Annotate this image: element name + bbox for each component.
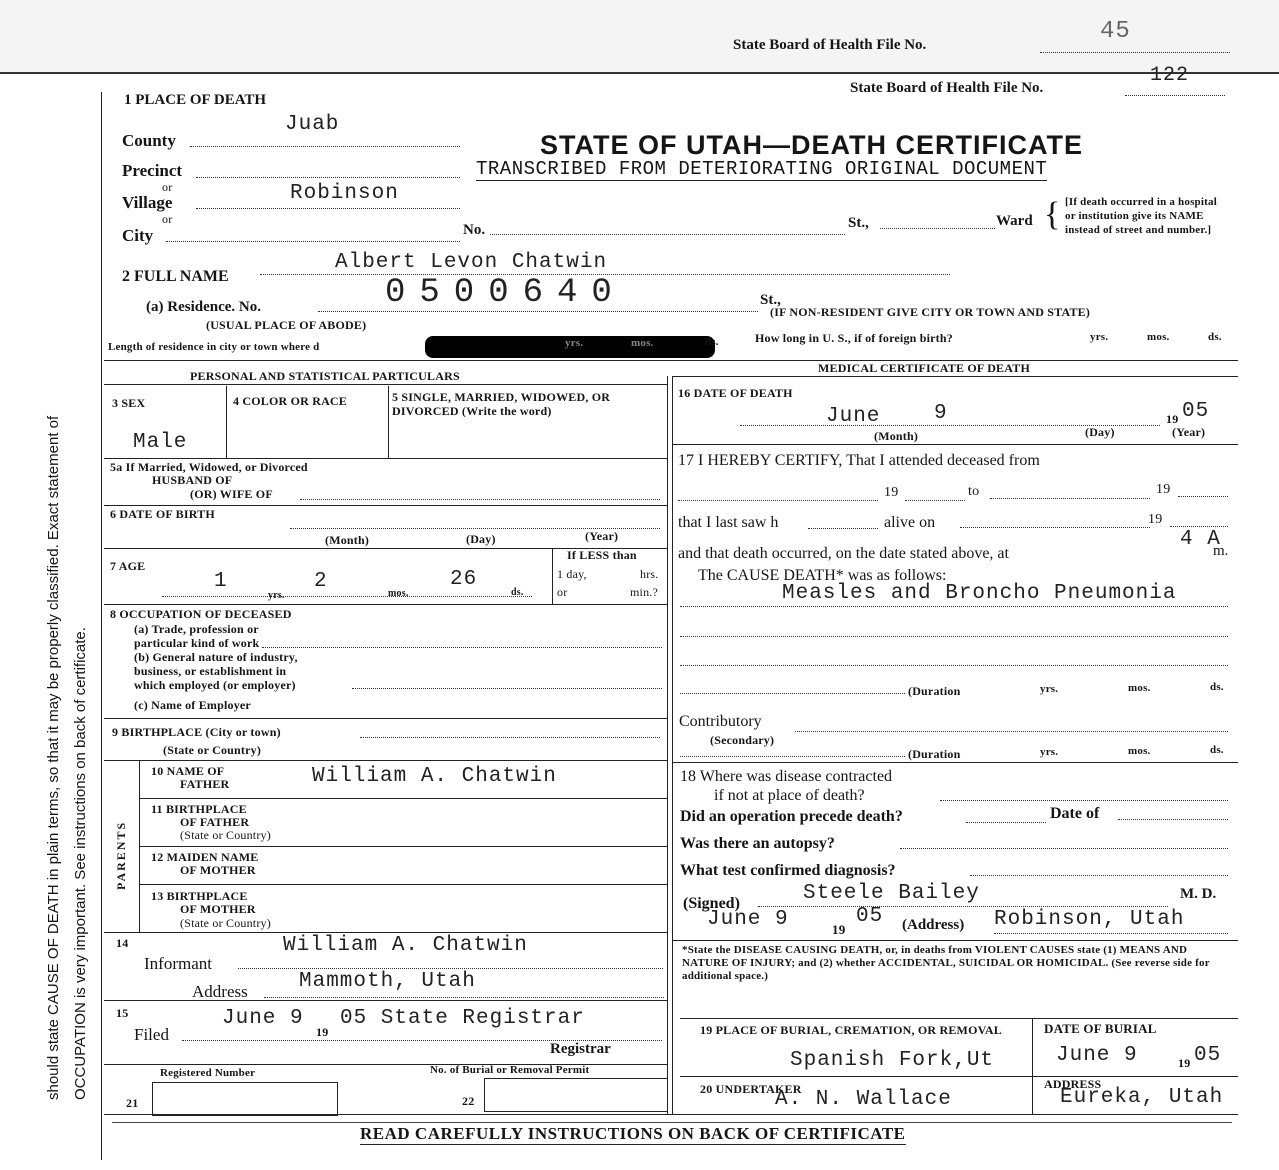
q18-line1: 18 Where was disease contracted xyxy=(680,768,893,785)
place-heading: 1 PLACE OF DEATH xyxy=(124,92,267,108)
certificate-subtitle: TRANSCRIBED FROM DETERIORATING ORIGINAL DOCUMENT xyxy=(476,158,1048,180)
dob-year: (Year) xyxy=(585,529,619,543)
divider xyxy=(162,596,532,597)
occupation-b: (b) General nature of industry, xyxy=(134,650,298,664)
precinct-label: Precinct xyxy=(122,161,183,180)
father-label-2: FATHER xyxy=(180,777,230,791)
filed-year: 05 State Registrar xyxy=(340,1007,585,1030)
informant-label: Informant xyxy=(144,954,212,973)
divider xyxy=(112,1122,1232,1123)
father-birthplace-3: (State or Country) xyxy=(180,828,271,842)
color-label: 4 COLOR OR RACE xyxy=(233,394,348,408)
death-year: 05 xyxy=(1182,400,1210,423)
spouse-label-3: (OR) WIFE OF xyxy=(190,487,273,501)
divider xyxy=(490,234,845,235)
death-month-caption: (Month) xyxy=(874,429,919,443)
registered-number-label: Registered Number xyxy=(160,1067,256,1079)
date-of-death-label: 16 DATE OF DEATH xyxy=(678,386,793,400)
divider xyxy=(139,798,667,799)
divider xyxy=(166,241,460,242)
md-label: M. D. xyxy=(1180,886,1217,902)
duration-1-yrs: yrs. xyxy=(1040,683,1059,695)
dob-label: 6 DATE OF BIRTH xyxy=(110,507,215,521)
ward-note: [If death occurred in a hospital or institution give its NAME instead of street and number.] xyxy=(1065,196,1217,236)
column-divider xyxy=(672,376,673,1114)
undertaker-address: Eureka, Utah xyxy=(1060,1086,1224,1109)
field-21-number: 21 xyxy=(126,1096,139,1110)
burial-place: Spanish Fork,Ut xyxy=(790,1049,995,1072)
dob-day: (Day) xyxy=(466,532,496,546)
full-name-label: 2 FULL NAME xyxy=(122,268,229,285)
length-ds: ds. xyxy=(705,336,719,348)
age-years: 1 xyxy=(214,570,228,593)
death-day: 9 xyxy=(934,402,948,425)
mother-label-1: 12 MAIDEN NAME xyxy=(151,850,259,864)
father-label-1: 10 NAME OF xyxy=(151,764,225,778)
divider xyxy=(960,527,1150,528)
divider xyxy=(672,376,1238,377)
certify-19a: 19 xyxy=(884,485,899,500)
divider xyxy=(226,386,227,458)
divider xyxy=(680,1076,1238,1077)
length-mos: mos. xyxy=(631,337,654,349)
divider xyxy=(104,932,667,933)
top-strip xyxy=(0,0,1279,74)
residence-st-label: St., xyxy=(760,292,781,308)
divider xyxy=(1125,95,1225,96)
divider xyxy=(672,940,1238,941)
filed-number: 15 xyxy=(116,1006,129,1020)
no-label: No. xyxy=(463,222,486,238)
certificate-title: STATE OF UTAH—DEATH CERTIFICATE xyxy=(540,130,1083,160)
father-birthplace-1: 11 BIRTHPLACE xyxy=(151,802,247,816)
registrar-label: Registrar xyxy=(550,1041,611,1057)
brace-icon: { xyxy=(1044,196,1061,233)
foreign-label: How long in U. S., if of foreign birth? xyxy=(755,331,953,345)
age-yrs-unit: yrs. xyxy=(268,590,285,601)
divider xyxy=(672,762,1238,763)
divider xyxy=(104,1000,667,1001)
alive-on-text: alive on xyxy=(884,514,936,531)
occupation-b2: business, or establishment in xyxy=(134,664,287,678)
ward-label: Ward xyxy=(996,213,1033,229)
length-label: Length of residence in city or town where d xyxy=(108,341,320,353)
divider xyxy=(940,800,1228,801)
divider xyxy=(678,500,878,501)
burial-year: 05 xyxy=(1194,1044,1222,1067)
parents-label: PARENTS xyxy=(114,820,128,890)
certify-to: to xyxy=(968,484,980,499)
divider xyxy=(680,606,1228,607)
death-year-caption: (Year) xyxy=(1172,425,1206,439)
foreign-ds: ds. xyxy=(1208,331,1222,343)
occupation-c: (c) Name of Employer xyxy=(134,698,251,712)
signed-year: 05 xyxy=(856,905,884,928)
mother-birthplace-1: 13 BIRTHPLACE xyxy=(151,889,248,903)
full-name-value: Albert Levon Chatwin xyxy=(335,251,608,274)
contributory-label: Contributory xyxy=(679,713,762,730)
secondary-label: (Secondary) xyxy=(710,733,775,747)
column-divider xyxy=(667,376,668,1114)
undertaker-label: 20 UNDERTAKER xyxy=(700,1082,802,1096)
county-label: County xyxy=(122,131,176,150)
foreign-yrs: yrs. xyxy=(1090,331,1109,343)
marital-label: 5 SINGLE, MARRIED, WIDOWED, OR DIVORCED (Write the word) xyxy=(392,390,611,418)
side-instructions-2: OCCUPATION is very important. See instructions on back of certificate. xyxy=(72,627,89,1100)
divider xyxy=(1032,1018,1033,1114)
divider xyxy=(104,360,1238,361)
occupation-heading: 8 OCCUPATION OF DECEASED xyxy=(110,607,292,621)
divider xyxy=(262,647,662,648)
death-hour: 4 A xyxy=(1180,528,1221,551)
signed-date: June 9 xyxy=(707,908,789,931)
divider xyxy=(104,604,667,605)
father-birthplace-2: OF FATHER xyxy=(180,815,250,829)
file-no-value: 122 xyxy=(1150,64,1190,87)
less-min: min.? xyxy=(630,585,658,599)
occupation-a2: particular kind of work xyxy=(134,636,260,650)
undertaker-address-label: ADDRESS xyxy=(1044,1077,1102,1091)
sex-label: 3 SEX xyxy=(112,396,146,410)
divider xyxy=(758,906,1168,907)
medical-heading: MEDICAL CERTIFICATE OF DEATH xyxy=(818,361,1030,375)
duration-1-ds: ds. xyxy=(1210,681,1224,693)
divider xyxy=(238,968,663,969)
filed-date: June 9 xyxy=(222,1007,304,1030)
field-22-number: 22 xyxy=(462,1094,475,1108)
divider xyxy=(994,933,1228,934)
footer-instructions: READ CAREFULLY INSTRUCTIONS ON BACK OF CERTIFICATE xyxy=(360,1124,906,1143)
divider xyxy=(1170,526,1228,527)
divider xyxy=(990,498,1150,499)
frame-left xyxy=(101,92,102,1160)
less-day: 1 day, xyxy=(557,567,587,581)
birthplace-state: (State or Country) xyxy=(163,743,262,757)
age-ds-unit: ds. xyxy=(511,587,524,598)
birthplace-label: 9 BIRTHPLACE (City or town) xyxy=(112,725,281,739)
spouse-label-1: 5a If Married, Widowed, or Divorced xyxy=(110,460,308,474)
age-mos-unit: mos. xyxy=(388,588,409,599)
occupation-a: (a) Trade, profession or xyxy=(134,622,259,636)
occupation-b3: which employed (or employer) xyxy=(134,678,296,692)
divider xyxy=(680,756,905,757)
less-or: or xyxy=(557,585,568,599)
divider xyxy=(104,760,667,761)
age-label: 7 AGE xyxy=(110,559,146,573)
test-label: What test confirmed diagnosis? xyxy=(680,862,896,879)
village-label: Village xyxy=(122,193,173,212)
duration-2: (Duration xyxy=(908,747,961,761)
divider xyxy=(139,884,667,885)
dob-month: (Month) xyxy=(325,533,370,547)
operation-date-label: Date of xyxy=(1050,805,1100,822)
cause-value: Measles and Broncho Pneumonia xyxy=(782,582,1177,605)
informant-address: Mammoth, Utah xyxy=(299,970,476,993)
burial-permit-label: No. of Burial or Removal Permit xyxy=(430,1064,590,1076)
personal-heading: PERSONAL AND STATISTICAL PARTICULARS xyxy=(190,369,460,383)
mother-label-2: OF MOTHER xyxy=(180,863,256,877)
burial-date-label: DATE OF BURIAL xyxy=(1044,1021,1157,1036)
file-no-top-label: State Board of Health File No. xyxy=(733,37,927,53)
duration-2-ds: ds. xyxy=(1210,744,1224,756)
less-hrs: hrs. xyxy=(640,567,659,581)
divider xyxy=(1178,496,1228,497)
signed-value: Steele Bailey xyxy=(803,882,980,905)
cause-label: The CAUSE DEATH* was as follows: xyxy=(698,567,947,584)
undertaker-name: A. N. Wallace xyxy=(775,1088,952,1111)
county-value: Juab xyxy=(285,113,340,136)
age-months: 2 xyxy=(314,570,328,593)
side-instructions-1: should state CAUSE OF DEATH in plain terms, so that it may be properly classified. Exact statement of xyxy=(45,415,62,1100)
divider xyxy=(190,146,460,147)
last-19: 19 xyxy=(1148,512,1163,527)
divider xyxy=(360,737,660,738)
divider xyxy=(900,848,1228,849)
burial-19: 19 xyxy=(1178,1056,1191,1070)
divider xyxy=(264,997,664,998)
age-days: 26 xyxy=(450,568,478,591)
divider xyxy=(104,505,667,506)
nonresident-note: (IF NON-RESIDENT GIVE CITY OR TOWN AND STATE) xyxy=(770,305,1091,319)
death-day-caption: (Day) xyxy=(1085,425,1115,439)
divider xyxy=(104,458,667,459)
filed-19: 19 xyxy=(316,1025,329,1039)
divider xyxy=(300,499,660,500)
usual-place-note: (USUAL PLACE OF ABODE) xyxy=(206,318,367,332)
or-1: or xyxy=(162,180,173,194)
informant-value: William A. Chatwin xyxy=(283,934,528,957)
autopsy-label: Was there an autopsy? xyxy=(680,835,835,852)
village-value: Robinson xyxy=(290,182,399,205)
divider xyxy=(680,665,1228,666)
divider xyxy=(1118,819,1228,820)
signed-address: Robinson, Utah xyxy=(994,908,1185,931)
divider xyxy=(352,688,662,689)
divider xyxy=(104,718,667,719)
divider xyxy=(905,500,965,501)
signed-address-label: (Address) xyxy=(902,917,965,933)
signed-label: (Signed) xyxy=(683,895,740,912)
divider xyxy=(388,386,389,458)
last-saw-text: that I last saw h xyxy=(678,514,779,531)
divider xyxy=(680,693,905,694)
or-2: or xyxy=(162,212,173,226)
death-19: 19 xyxy=(1166,412,1179,426)
duration-1-mos: mos. xyxy=(1128,682,1151,694)
divider xyxy=(808,528,878,529)
signed-19: 19 xyxy=(832,922,846,937)
death-hour-m: m. xyxy=(1213,543,1229,559)
operation-label: Did an operation precede death? xyxy=(680,808,903,825)
burial-permit-box[interactable] xyxy=(484,1078,668,1112)
spouse-label-2: HUSBAND OF xyxy=(152,473,233,487)
divider xyxy=(139,846,667,847)
certify-text: 17 I HEREBY CERTIFY, That I attended deceased from xyxy=(678,452,1040,469)
burial-place-label: 19 PLACE OF BURIAL, CREMATION, OR REMOVAL xyxy=(700,1023,1002,1037)
father-name: William A. Chatwin xyxy=(312,765,557,788)
divider xyxy=(1040,52,1230,53)
file-no-top-value: 45 xyxy=(1100,18,1131,45)
registered-number-box[interactable] xyxy=(152,1082,338,1116)
informant-number: 14 xyxy=(116,936,129,950)
duration-2-yrs: yrs. xyxy=(1040,746,1059,758)
informant-address-label: Address xyxy=(192,982,248,1001)
mother-birthplace-2: OF MOTHER xyxy=(180,902,256,916)
divider xyxy=(680,1018,1238,1019)
residence-label: (a) Residence. No. xyxy=(146,299,261,315)
less-label: If LESS than xyxy=(567,548,637,562)
residence-number: 0500640 xyxy=(385,274,626,312)
city-label: City xyxy=(122,226,154,245)
divider xyxy=(795,731,1228,732)
duration-1: (Duration xyxy=(908,684,961,698)
burial-date: June 9 xyxy=(1056,1044,1138,1067)
divider xyxy=(196,208,460,209)
death-month: June xyxy=(826,405,881,428)
divider xyxy=(880,228,995,229)
q18-line2: if not at place of death? xyxy=(714,787,865,804)
length-yrs: yrs. xyxy=(565,337,584,349)
divider xyxy=(672,444,1238,445)
divider xyxy=(966,822,1046,823)
file-no-label: State Board of Health File No. xyxy=(850,80,1044,96)
foreign-mos: mos. xyxy=(1147,331,1170,343)
st-label: St., xyxy=(848,215,869,231)
filed-label: Filed xyxy=(134,1025,169,1044)
divider xyxy=(680,636,1228,637)
mother-birthplace-3: (State or Country) xyxy=(180,916,271,930)
divider xyxy=(104,384,667,385)
occurred-text: and that death occurred, on the date stated above, at xyxy=(678,545,1009,562)
divider xyxy=(970,875,1228,876)
sex-value: Male xyxy=(133,431,188,454)
divider xyxy=(196,177,460,178)
divider xyxy=(552,548,553,604)
certify-19b: 19 xyxy=(1156,482,1171,497)
duration-2-mos: mos. xyxy=(1128,745,1151,757)
divider xyxy=(104,1114,1238,1115)
footnote: *State the DISEASE CAUSING DEATH, or, in deaths from VIOLENT CAUSES state (1) MEANS AND NATURE OF INJURY; and (2) whether ACCIDENTAL, SUICIDAL OR HOMICIDAL. (See reverse side for additional space.) xyxy=(682,944,1210,982)
